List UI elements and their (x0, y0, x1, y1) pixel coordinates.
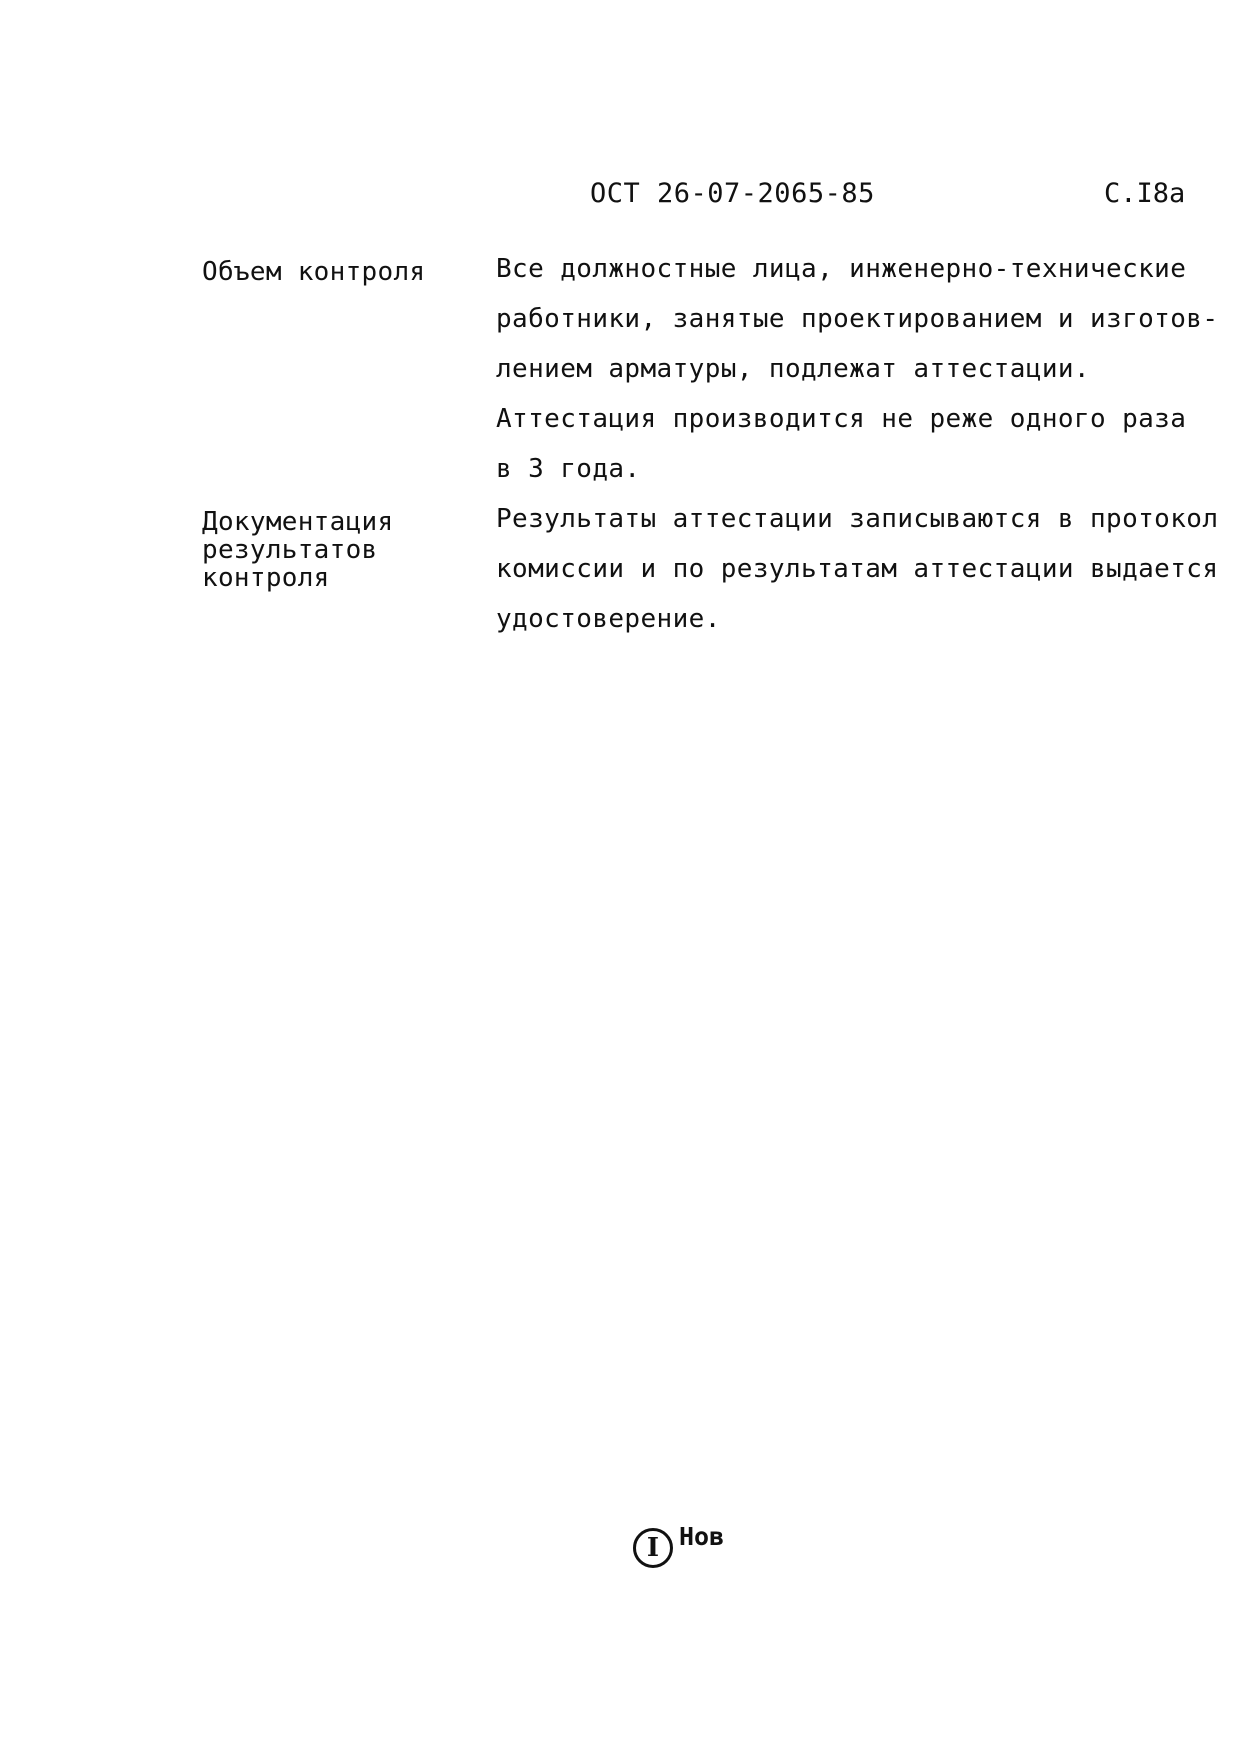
text-line: Все должностные лица, инженерно-технические (496, 254, 1187, 284)
standard-code: ОСТ 26-07-2065-85 (590, 178, 875, 209)
text-line: комиссии и по результатам аттестации выдается (496, 554, 1219, 584)
text-line: Результаты аттестации записываются в протокол (496, 504, 1219, 534)
text-line: Аттестация производится не реже одного раза (496, 404, 1187, 434)
row-label-documentation (202, 508, 393, 592)
label-line: Документация (202, 507, 394, 537)
row-text-documentation (496, 494, 1218, 644)
text-line: лением арматуры, подлежат аттестации. (496, 354, 1090, 384)
change-number-circle: I (633, 1528, 673, 1568)
page-number: С.I8а (1104, 178, 1186, 209)
change-type: Нов (679, 1522, 725, 1551)
label-line: Объем контроля (202, 257, 426, 287)
row-text-scope (496, 244, 1218, 494)
text-line: работники, занятые проектированием и изготов- (496, 304, 1219, 334)
change-stamp (633, 1522, 724, 1568)
label-line: контроля (202, 563, 330, 593)
text-line: удостоверение. (496, 604, 721, 634)
label-line: результатов (202, 535, 378, 565)
row-label-scope (202, 258, 425, 286)
text-line: в 3 года. (496, 454, 641, 484)
